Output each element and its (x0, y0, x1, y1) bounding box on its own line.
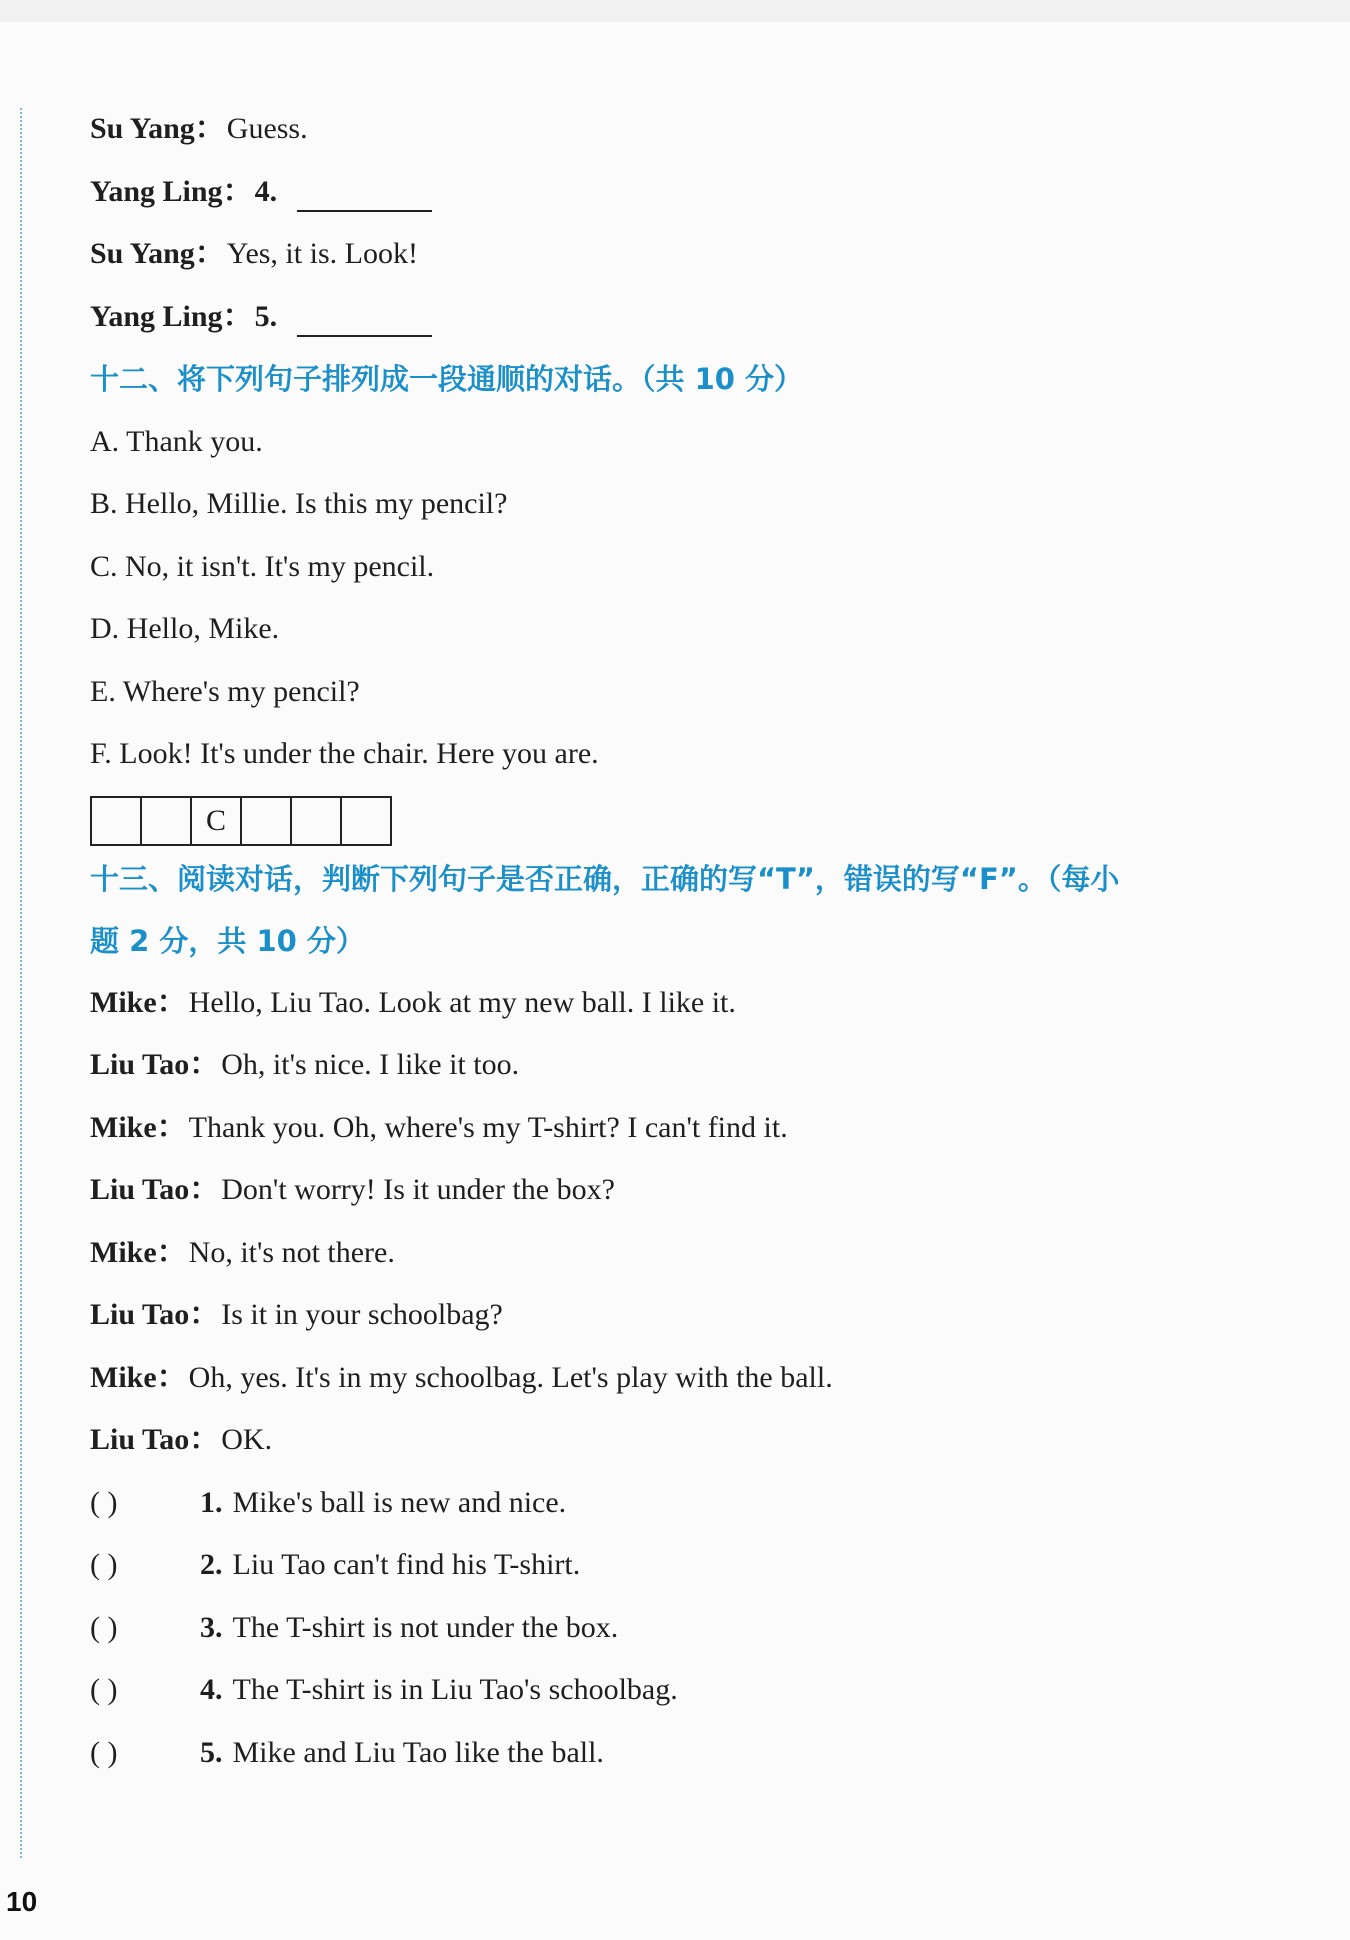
dialogue-1 (90, 98, 1290, 348)
question-number: 2. (200, 1548, 223, 1581)
speaker-colon: ： (222, 174, 253, 208)
dialogue-line (90, 1034, 1290, 1097)
section-12-heading: 十二、将下列句子排列成一段通顺的对话。（共 10 分） (90, 362, 804, 396)
speaker-name: Mike (90, 985, 157, 1019)
order-answer-boxes (90, 796, 1290, 844)
dialogue-line (90, 1097, 1290, 1160)
dialogue-text: Guess. (226, 112, 308, 145)
speaker-name: Mike (90, 1235, 157, 1269)
dialogue-text: Don't worry! Is it under the box? (221, 1173, 615, 1206)
option-line: D. Hello, Mike. (90, 612, 280, 645)
dialogue-text: Hello, Liu Tao. Look at my new ball. I like it. (188, 985, 736, 1019)
speaker-name: Liu Tao (90, 1423, 190, 1456)
page-number: 10 (6, 1886, 38, 1917)
answer-blank-4[interactable] (297, 176, 432, 212)
option-line: A. Thank you. (90, 424, 263, 458)
dialogue-line (90, 161, 1290, 224)
question-text: The T-shirt is not under the box. (232, 1610, 619, 1644)
speaker-name: Su Yang (90, 112, 195, 145)
speaker-colon: ： (156, 985, 187, 1019)
dialogue-line (90, 223, 1290, 286)
question-text: Mike and Liu Tao like the ball. (232, 1735, 604, 1769)
question-number: 5. (200, 1735, 223, 1769)
order-box[interactable] (90, 796, 140, 846)
order-box[interactable]: C (190, 796, 240, 846)
answer-parentheses[interactable]: ( ) (90, 1548, 118, 1581)
speaker-name: Liu Tao (90, 1298, 190, 1331)
speaker-colon: ： (189, 1298, 220, 1331)
section-13-heading-line-1: 十三、阅读对话，判断下列句子是否正确，正确的写“T”，错误的写“F”。（每小 (90, 861, 1120, 896)
question-text: The T-shirt is in Liu Tao's schoolbag. (232, 1673, 678, 1706)
speaker-name: Mike (90, 1360, 157, 1394)
option-line: B. Hello, Millie. Is this my pencil? (90, 487, 508, 520)
question-item (90, 1722, 1290, 1785)
speaker-name: Liu Tao (90, 1048, 190, 1081)
section-13 (90, 848, 1290, 1785)
true-false-questions (90, 1472, 1290, 1785)
dialogue-text: Oh, it's nice. I like it too. (221, 1048, 520, 1081)
speaker-colon: ： (156, 1360, 187, 1394)
answer-parentheses[interactable]: ( ) (90, 1485, 118, 1519)
dialogue-text: No, it's not there. (188, 1235, 395, 1269)
dialogue-line (90, 1409, 1290, 1472)
dialogue-line (90, 1222, 1290, 1285)
order-box[interactable] (340, 796, 392, 846)
section-13-heading-line-2: 题 2 分，共 10 分） (90, 923, 365, 958)
dialogue-2 (90, 972, 1290, 1472)
question-item (90, 1659, 1290, 1722)
question-number: 4. (200, 1673, 223, 1706)
answer-parentheses[interactable]: ( ) (90, 1673, 118, 1706)
dialogue-line (90, 286, 1290, 349)
answer-blank-5[interactable] (297, 301, 432, 337)
dialogue-line (90, 1347, 1290, 1410)
section-12 (90, 348, 1290, 844)
dialogue-line (90, 972, 1290, 1035)
speaker-name: Yang Ling (90, 299, 223, 333)
speaker-name: Mike (90, 1110, 157, 1144)
margin-dotted-line (20, 108, 22, 1858)
speaker-colon: ： (194, 112, 225, 145)
dialogue-line (90, 1159, 1290, 1222)
speaker-colon: ： (194, 237, 225, 270)
dialogue-line (90, 98, 1290, 161)
page-top-band (0, 0, 1350, 22)
speaker-name: Su Yang (90, 237, 195, 270)
order-box[interactable] (140, 796, 190, 846)
dialogue-text: Is it in your schoolbag? (221, 1298, 503, 1331)
section-13-heading (90, 848, 1280, 972)
question-number: 1. (200, 1485, 223, 1519)
speaker-colon: ： (189, 1048, 220, 1081)
speaker-colon: ： (156, 1110, 187, 1144)
question-item (90, 1597, 1290, 1660)
blank-number: 5. (254, 299, 278, 333)
speaker-name: Liu Tao (90, 1173, 190, 1206)
dialogue-text: Thank you. Oh, where's my T-shirt? I can't find it. (188, 1110, 788, 1144)
question-item (90, 1472, 1290, 1535)
speaker-colon: ： (189, 1423, 220, 1456)
question-text: Mike's ball is new and nice. (232, 1485, 567, 1519)
question-number: 3. (200, 1610, 223, 1644)
option-line: E. Where's my pencil? (90, 674, 360, 708)
order-box[interactable] (290, 796, 340, 846)
speaker-colon: ： (156, 1235, 187, 1269)
dialogue-text: Oh, yes. It's in my schoolbag. Let's play with the ball. (188, 1360, 833, 1394)
worksheet-content (90, 98, 1290, 1784)
answer-parentheses[interactable]: ( ) (90, 1610, 118, 1644)
speaker-colon: ： (222, 299, 253, 333)
question-item (90, 1534, 1290, 1597)
option-line: F. Look! It's under the chair. Here you are. (90, 737, 599, 770)
dialogue-text: Yes, it is. Look! (226, 237, 418, 270)
question-text: Liu Tao can't find his T-shirt. (232, 1548, 581, 1581)
speaker-colon: ： (189, 1173, 220, 1206)
dialogue-line (90, 1284, 1290, 1347)
answer-parentheses[interactable]: ( ) (90, 1735, 118, 1769)
order-box[interactable] (240, 796, 290, 846)
option-line: C. No, it isn't. It's my pencil. (90, 549, 435, 583)
blank-number: 4. (254, 174, 278, 208)
dialogue-text: OK. (221, 1423, 273, 1456)
speaker-name: Yang Ling (90, 174, 223, 208)
